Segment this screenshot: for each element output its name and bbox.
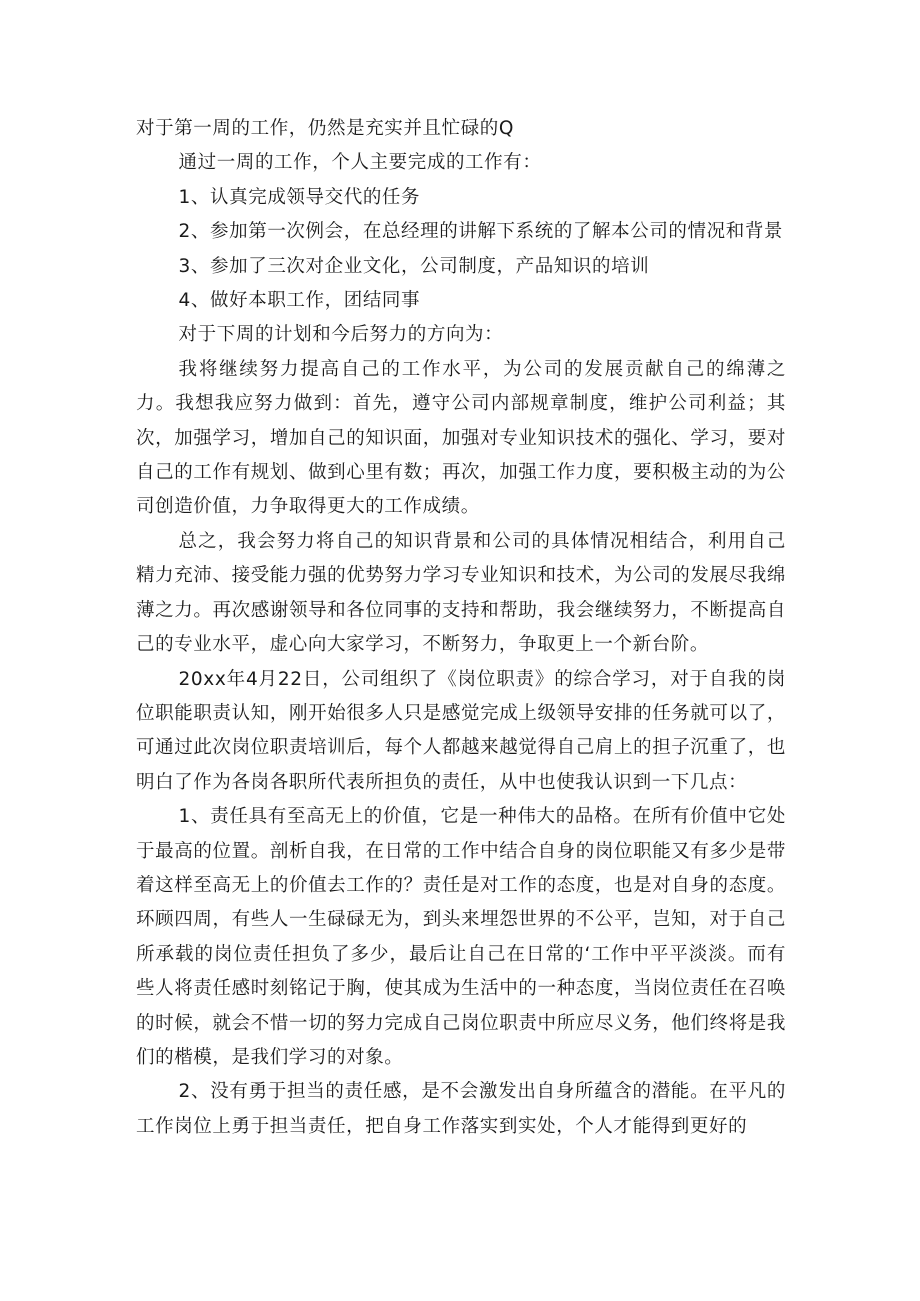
paragraph-point-1: 1、责任具有至高无上的价值，它是一种伟大的品格。在所有价值中它处于最高的位置。剖析自我，在日常的工作中结合自身的岗位职能又有多少是带着这样至高无上的价值去工作的？责任是对工作的态度，也是对自身的态度。环顾四周，有些人一生碌碌无为，到头来埋怨世界的不公平，岂知，对于自己所承载的岗位责任担负了多少，最后让自己在日常的‘工作中平平淡淡。而有些人将责任感时刻铭记于胸，使其成为生活中的一种态度，当岗位责任在召唤的时候，就会不惜一切的努力完成自己岗位职责中所应尽义务，他们终将是我们的楷模，是我们学习的对象。 <box>136 806 786 1068</box>
paragraph-training-intro: 20xx年4月22日，公司组织了《岗位职责》的综合学习，对于自我的岗位职能职责认知，刚开始很多人只是感觉完成上级领导安排的任务就可以了，可通过此次岗位职责培训后，每个人都越来越觉得自己肩上的担子沉重了，也明白了作为各岗各职所代表所担负的责任，从中也使我认识到一下几点： <box>136 668 786 793</box>
paragraph-task-3: 3、参加了三次对企业文化，公司制度，产品知识的培训 <box>178 255 650 277</box>
paragraph-point-2: 2、没有勇于担当的责任感，是不会激发出自身所蕴含的潜能。在平凡的工作岗位上勇于担当责任，把自身工作落实到实处，个人才能得到更好的 <box>136 1081 786 1137</box>
paragraph-task-4: 4、做好本职工作，团结同事 <box>178 290 421 312</box>
paragraph-task-2: 2、参加第一次例会，在总经理的讲解下系统的了解本公司的情况和背景 <box>178 221 784 243</box>
paragraph-conclusion: 总之，我会努力将自己的知识背景和公司的具体情况相结合，利用自己精力充沛、接受能力强的优势努力学习专业知识和技术，为公司的发展尽我绵薄之力。再次感谢领导和各位同事的支持和帮助，我会继续努力，不断提高自己的专业水平，虚心向大家学习，不断努力，争取更上一个新台阶。 <box>136 530 786 656</box>
document-body <box>136 112 786 1144</box>
paragraph-intro: 对于第一周的工作，仍然是充实并且忙碌的Q <box>136 118 515 139</box>
paragraph-summary-heading: 通过一周的工作，个人主要完成的工作有： <box>178 152 542 174</box>
paragraph-task-1: 1、认真完成领导交代的任务 <box>178 186 421 208</box>
paragraph-plan-body: 我将继续努力提高自己的工作水平，为公司的发展贡献自己的绵薄之力。我想我应努力做到：首先，遵守公司内部规章制度，维护公司利益；其次，加强学习，增加自己的知识面，加强对专业知识技术的强化、学习，要对自己的工作有规划、做到心里有数；再次，加强工作力度，要积极主动的为公司创造价值，力争取得更大的工作成绩。 <box>136 358 786 518</box>
paragraph-plan-heading: 对于下周的计划和今后努力的方向为： <box>178 324 504 346</box>
